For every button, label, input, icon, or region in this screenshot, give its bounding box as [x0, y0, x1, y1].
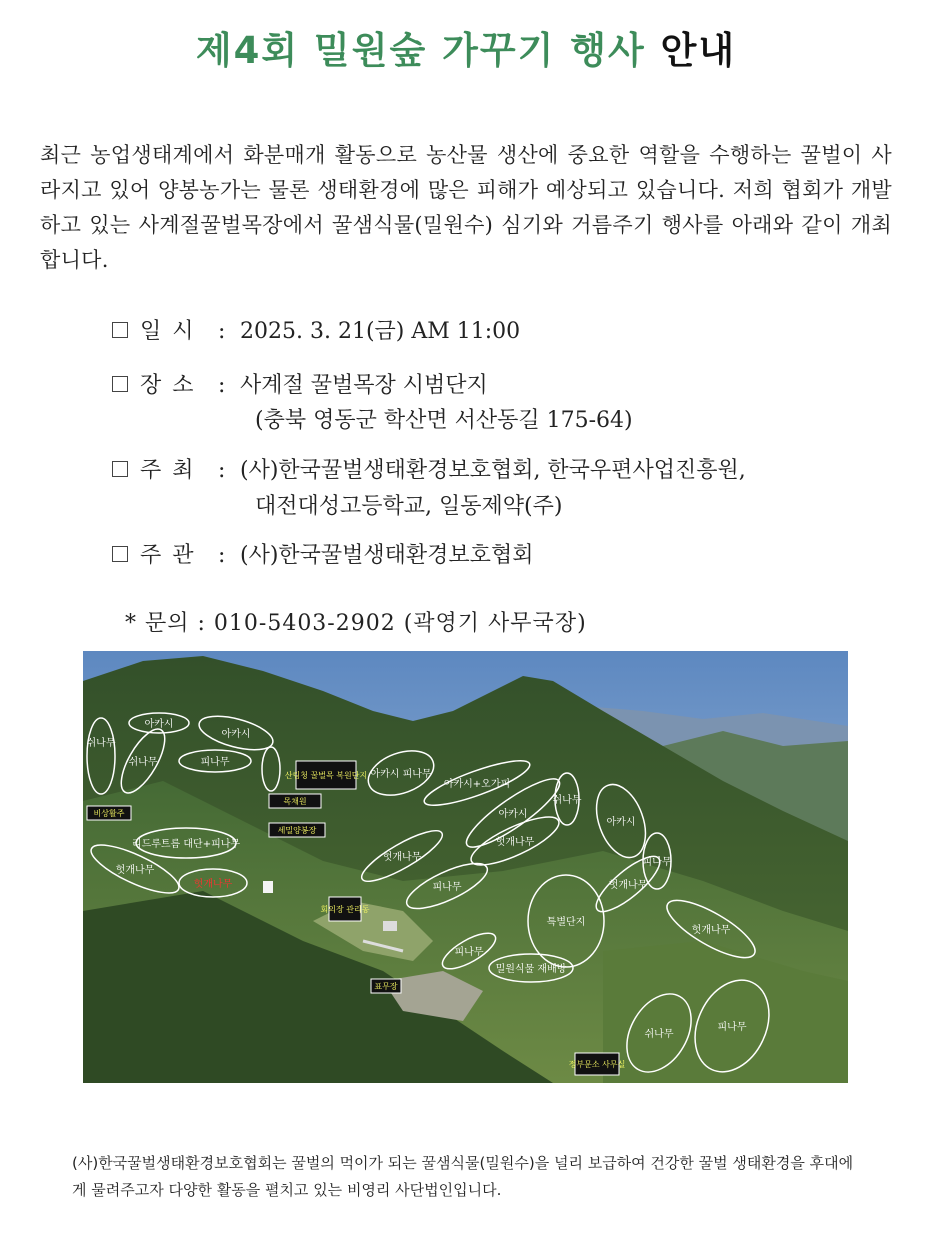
photo-label: 아카시 — [606, 817, 636, 828]
detail-label: 주 관 — [140, 543, 196, 568]
photo-label: 쉬나무 — [128, 757, 158, 768]
detail-label: 장 소 — [140, 373, 196, 398]
detail-value: 2025. 3. 21(금) AM 11:00 — [240, 319, 521, 344]
photo-label: 헛개나무 — [495, 837, 535, 848]
checkbox-square-icon — [112, 546, 128, 562]
checkbox-square-icon — [112, 461, 128, 477]
photo-label: 헛개나무 — [382, 852, 422, 863]
detail-value: (사)한국꿀벌생태환경보호협회 — [240, 543, 534, 568]
detail-place: 장 소 : 사계절 꿀벌목장 시범단지 — [112, 368, 488, 404]
photo-tag: 회의장 관리동 — [320, 905, 370, 914]
photo-label: 아카시 피나무 — [370, 769, 432, 780]
detail-host: 주 최 : (사)한국꿀벌생태환경보호협회, 한국우편사업진흥원, — [112, 453, 746, 489]
detail-value: (사)한국꿀벌생태환경보호협회, 한국우편사업진흥원, — [240, 458, 746, 483]
photo-label: 피나무 — [717, 1022, 747, 1033]
photo-label: 아카시 — [221, 729, 251, 740]
page-title — [0, 20, 932, 74]
checkbox-square-icon — [112, 376, 128, 392]
photo-label: 아카시+오가피 — [443, 779, 511, 790]
photo-tag: 세밀양봉장 — [277, 826, 317, 835]
photo-label: 헛개나무 — [193, 879, 233, 890]
photo-label: 피나무 — [200, 757, 230, 768]
photo-label: 헛개나무 — [691, 925, 731, 936]
photo-label: 아카시 — [144, 719, 174, 730]
photo-tag: 산림청 꿀벌목 복원단지 — [284, 771, 368, 780]
intro-paragraph: 최근 농업생태계에서 화분매개 활동으로 농산물 생산에 중요한 역할을 수행하는 꿀벌이 사라지고 있어 양봉농가는 물론 생태환경에 많은 피해가 예상되고 있습니다. 저희 협회가 개발하고 있는 사계절꿀벌목장에서 꿀샘식물(밀원수) 심기와 거름주기 행사를 아래와 같이 개최 합니다. — [40, 143, 892, 272]
detail-label: 일 시 — [140, 319, 196, 344]
photo-label: 헛개나무 — [115, 865, 155, 876]
photo-label: 피나무 — [432, 882, 462, 893]
checkbox-square-icon — [112, 322, 128, 338]
detail-place-address: (충북 영동군 학산면 서산동길 175-64) — [255, 408, 633, 433]
photo-label: 쉬나무 — [86, 738, 116, 749]
aerial-site-photo — [83, 651, 848, 1083]
photo-label: 피나무 — [642, 857, 672, 868]
title-suffix: 안내 — [660, 29, 737, 72]
photo-label: 특별단지 — [546, 917, 586, 928]
photo-tag: 비상활주 — [93, 809, 125, 818]
contact-info: * 문의 : 010-5403-2902 (곽영기 사무국장) — [125, 611, 587, 636]
photo-label: 리드루트름 대단+피나무 — [131, 839, 241, 850]
detail-value: 사계절 꿀벌목장 시범단지 — [240, 373, 488, 398]
photo-tag: 목채원 — [283, 797, 307, 806]
footer-note: (사)한국꿀벌생태환경보호협회는 꿀벌의 먹이가 되는 꿀샘식물(밀원수)을 널리 보급하여 건강한 꿀벌 생태환경을 후대에게 물려주고자 다양한 활동을 펼치고 있는 비영리 사단법인입니다. — [72, 1154, 854, 1199]
photo-label: 쉬나무 — [644, 1029, 674, 1040]
detail-organizer: 주 관 : (사)한국꿀벌생태환경보호협회 — [112, 538, 533, 574]
photo-tag: 표무장 — [374, 982, 398, 991]
photo-label: 밀원식물 재배방 — [495, 964, 567, 975]
title-event-name: 제4회 밀원숲 가꾸기 행사 — [195, 29, 646, 72]
detail-label: 주 최 — [140, 458, 196, 483]
detail-host-continued: 대전대성고등학교, 일동제약(주) — [255, 494, 563, 519]
photo-tag: 정부문소 사무실 — [568, 1060, 626, 1069]
photo-label: 쉬나무 — [552, 795, 582, 806]
photo-label: 아카시 — [498, 809, 528, 820]
photo-label: 헛개나무 — [608, 880, 648, 891]
photo-label: 피나무 — [454, 947, 484, 958]
detail-date: 일 시 : 2025. 3. 21(금) AM 11:00 — [112, 314, 520, 350]
